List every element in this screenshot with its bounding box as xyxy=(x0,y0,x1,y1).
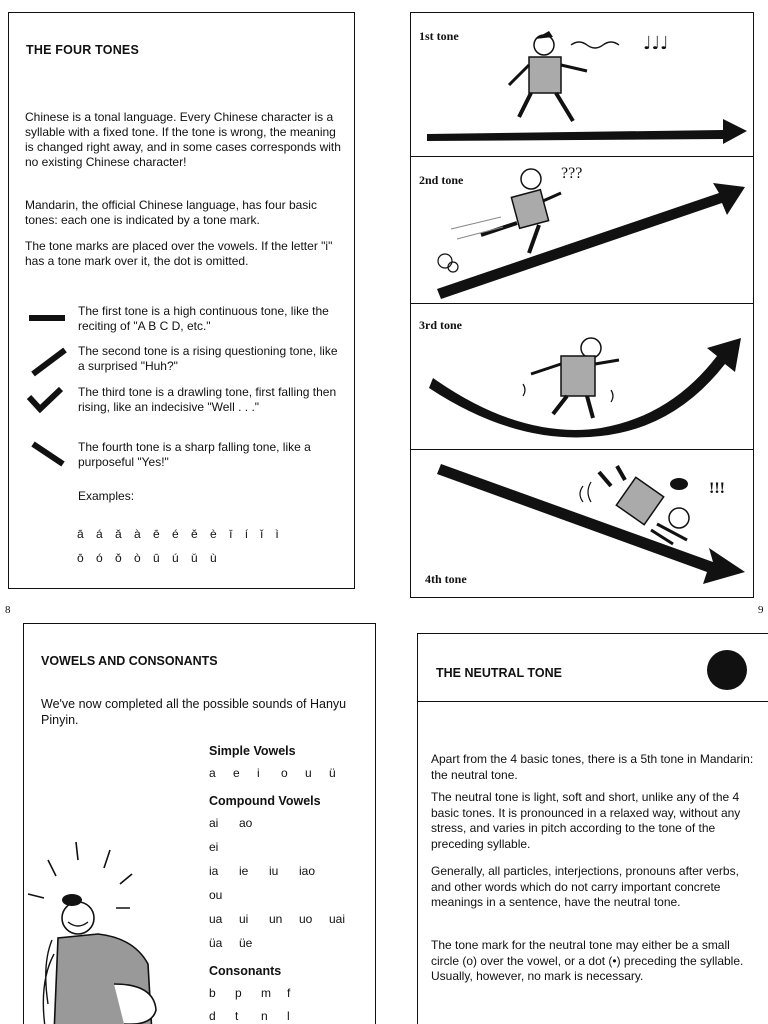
compound-vowels-heading: Compound Vowels xyxy=(209,794,321,808)
consonants-row xyxy=(209,1009,311,1023)
vowel: ou xyxy=(209,888,223,902)
consonant: f xyxy=(287,986,291,1000)
fourth-tone-description: The fourth tone is a sharp falling tone, like a purposeful "Yes!" xyxy=(78,440,311,469)
consonants-heading: Consonants xyxy=(209,964,282,978)
vowel: e xyxy=(233,766,240,780)
vowels-intro: We've now completed all the possible sounds of Hanyu Pinyin. xyxy=(41,697,347,727)
vowel: a xyxy=(209,766,216,780)
vowel: uo xyxy=(299,912,313,926)
neutral-tone-header xyxy=(418,634,768,702)
music-notes-icon: ♩♩♩ xyxy=(643,33,669,54)
fourth-tone-mark-icon xyxy=(25,440,69,480)
neutral-tone-dot-icon xyxy=(707,650,747,690)
first-tone-description: The first tone is a high continuous tone, like the reciting of "A B C D, etc." xyxy=(78,304,329,333)
tone-strip-second xyxy=(410,156,754,304)
compound-vowels-row xyxy=(209,888,353,902)
vowel: u xyxy=(305,766,312,780)
vowel: ai xyxy=(209,816,219,830)
second-tone-mark-icon xyxy=(25,344,69,384)
consonants-block xyxy=(209,964,311,1023)
examples-line-1: ā á ǎ à ē é ě è ī í ǐ ì xyxy=(77,527,281,541)
third-tone-mark-icon xyxy=(25,385,69,425)
question-marks: ??? xyxy=(561,165,583,182)
neutral-tone-paragraph: The neutral tone is light, soft and short, unlike any of the 4 basic tones. It is pronounced in a relaxed way, without any stress, and varies in pitch according to the tone of the preceding syllable. xyxy=(431,790,741,851)
neutral-tone-paragraph: The tone mark for the neutral tone may either be a small circle (o) over the vowel, or a dot (•) preceding the syllable. Usually, however, no mark is necessary. xyxy=(431,938,744,983)
compound-vowels-row xyxy=(209,936,353,950)
vowels-consonants-title: VOWELS AND CONSONANTS xyxy=(41,654,218,668)
tone-strip-third xyxy=(410,303,754,450)
vowel: ie xyxy=(239,864,249,878)
vowel: üa xyxy=(209,936,223,950)
four-tones-title: THE FOUR TONES xyxy=(26,43,139,57)
tone-row-third xyxy=(25,385,347,435)
neutral-tone-panel xyxy=(417,633,768,1024)
consonant: m xyxy=(261,986,271,1000)
consonants-row xyxy=(209,986,311,1000)
laughing-figure-illustration xyxy=(24,834,184,1024)
simple-vowels-heading: Simple Vowels xyxy=(209,744,296,758)
vowel: iu xyxy=(269,864,279,878)
tone-strip-first xyxy=(410,12,754,157)
tone-strip-label: 1st tone xyxy=(419,29,459,43)
mandarin-tones-paragraph: Mandarin, the official Chinese language, has four basic tones: each one is indicated by a tone mark. xyxy=(25,198,317,227)
neutral-tone-title: THE NEUTRAL TONE xyxy=(436,666,562,680)
vowel: un xyxy=(269,912,283,926)
vowel: üe xyxy=(239,936,253,950)
tonal-language-paragraph: Chinese is a tonal language. Every Chinese character is a syllable with a fixed tone. If the tone is wrong, the meaning is changed right away, and in some cases corresponds with no existing Chinese character! xyxy=(25,110,341,169)
tone-row-fourth xyxy=(25,440,347,490)
tone-strip-label: 2nd tone xyxy=(419,173,464,187)
vowel: ua xyxy=(209,912,223,926)
consonant: d xyxy=(209,1009,216,1023)
tone-strip-label: 3rd tone xyxy=(419,318,462,332)
compound-vowels-row xyxy=(209,816,353,830)
vowel: ao xyxy=(239,816,253,830)
simple-vowels-block xyxy=(209,744,353,780)
four-tones-panel xyxy=(8,12,355,589)
examples-label: Examples: xyxy=(78,489,135,503)
vowel: ei xyxy=(209,840,219,854)
vowel: i xyxy=(257,766,260,780)
compound-vowels-row xyxy=(209,864,353,878)
consonant: n xyxy=(261,1009,268,1023)
consonant: l xyxy=(287,1009,290,1023)
first-tone-mark-icon xyxy=(25,304,69,344)
first-tone-arrow-illustration xyxy=(411,13,753,156)
page-number-left: 8 xyxy=(5,604,11,616)
vowel: iao xyxy=(299,864,316,878)
third-tone-description: The third tone is a drawling tone, first falling then rising, like an indecisive "Well . . ." xyxy=(78,385,337,414)
compound-vowels-row xyxy=(209,840,353,854)
vowel: ia xyxy=(209,864,219,878)
second-tone-description: The second tone is a rising questioning tone, like a surprised "Huh?" xyxy=(78,344,338,373)
compound-vowels-row xyxy=(209,912,353,926)
tone-marks-paragraph: The tone marks are placed over the vowels. If the letter "i" has a tone mark over it, the dot is omitted. xyxy=(25,239,333,268)
fourth-tone-arrow-illustration xyxy=(411,450,753,597)
vowel: ü xyxy=(329,766,336,780)
compound-vowels-block xyxy=(209,794,353,950)
vowels-consonants-panel xyxy=(23,623,376,1024)
tone-illustrations xyxy=(402,12,754,598)
page-number-right: 9 xyxy=(758,604,764,616)
tone-strip-label: 4th tone xyxy=(425,572,467,586)
exclamation-marks: !!! xyxy=(709,480,725,497)
consonant: p xyxy=(235,986,242,1000)
tone-strip-fourth xyxy=(410,449,754,598)
third-tone-arrow-illustration xyxy=(411,304,753,449)
vowel: uai xyxy=(329,912,346,926)
vowel: ui xyxy=(239,912,249,926)
consonant: b xyxy=(209,986,216,1000)
examples-line-2: ō ó ǒ ò ū ú ǔ ù xyxy=(77,551,219,565)
consonant: t xyxy=(235,1009,239,1023)
simple-vowels-row xyxy=(209,766,353,780)
neutral-tone-paragraph: Apart from the 4 basic tones, there is a 5th tone in Mandarin: the neutral tone. xyxy=(431,752,754,782)
vowel: o xyxy=(281,766,288,780)
neutral-tone-paragraph: Generally, all particles, interjections, pronouns after verbs, and other words which do not carry important concrete meanings in a sentence, have the neutral tone. xyxy=(431,864,739,909)
